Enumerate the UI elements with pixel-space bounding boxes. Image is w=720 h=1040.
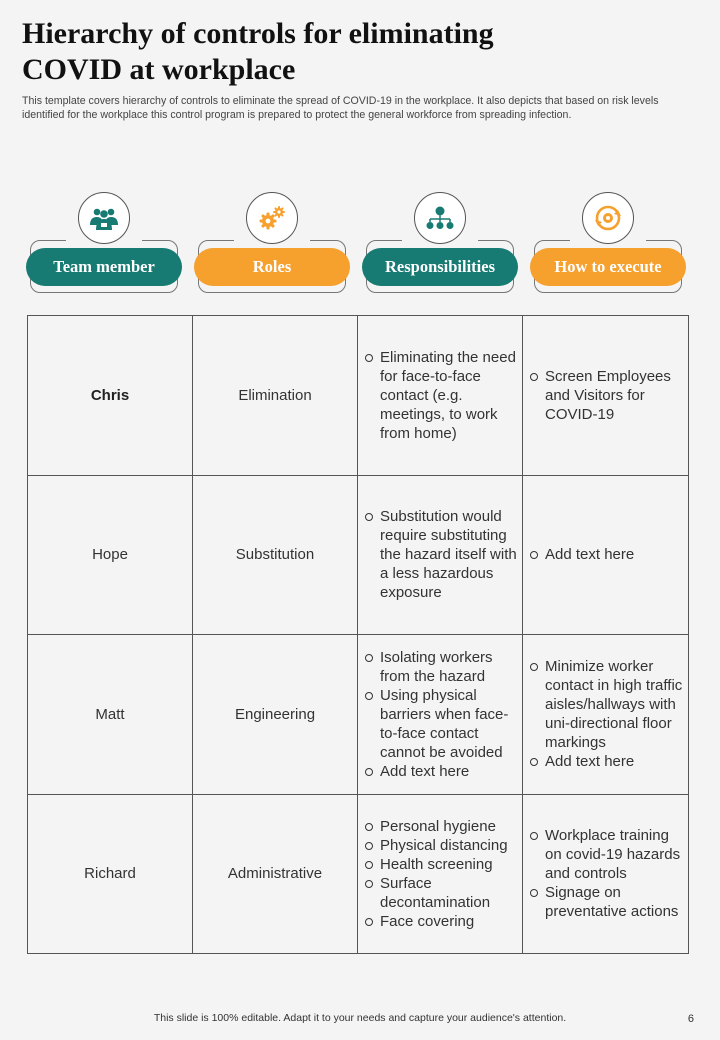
role-cell: Elimination [193, 316, 358, 476]
team-icon [78, 192, 130, 244]
responsibilities-cell [358, 316, 523, 476]
list-item: Physical distancing [364, 836, 518, 855]
footer-text: This slide is 100% editable. Adapt it to your needs and capture your audience's attention. [153, 1012, 567, 1024]
list-item: Substitution would require substituting the hazard itself with a less hazardous exposure [364, 507, 518, 602]
controls-table [27, 315, 689, 954]
header-team-member [26, 192, 182, 296]
list-item: Eliminating the need for face-to-face contact (e.g. meetings, to work from home) [364, 348, 518, 443]
header-how-to-execute [530, 192, 686, 296]
role-cell: Administrative [193, 794, 358, 954]
column-headers [26, 192, 688, 296]
gears-icon [246, 192, 298, 244]
table-row [28, 475, 689, 635]
list-item: Isolating workers from the hazard [364, 648, 518, 686]
list-item: Using physical barriers when face-to-face contact cannot be avoided [364, 686, 518, 762]
page-title: Hierarchy of controls for eliminating COVID at workplace [22, 17, 494, 86]
header-pill-how-to-execute: How to execute [530, 248, 686, 286]
list-item: Personal hygiene [364, 817, 518, 836]
team-member-cell: Chris [28, 316, 193, 476]
header-responsibilities [362, 192, 518, 296]
team-member-cell: Richard [28, 794, 193, 954]
list-item: Face covering [364, 912, 518, 931]
cycle-icon [582, 192, 634, 244]
page-number: 6 [687, 1013, 694, 1025]
execute-cell [523, 635, 689, 795]
list-item: Minimize worker contact in high traffic aisles/hallways with uni-directional floor markings [529, 657, 684, 752]
team-member-cell: Hope [28, 475, 193, 635]
header-pill-team-member: Team member [26, 248, 182, 286]
header-pill-responsibilities: Responsibilities [362, 248, 518, 286]
role-cell: Substitution [193, 475, 358, 635]
responsibilities-cell [358, 794, 523, 954]
table-row [28, 316, 689, 476]
responsibilities-cell [358, 635, 523, 795]
list-item: Add text here [529, 545, 684, 564]
header-pill-roles: Roles [194, 248, 350, 286]
list-item: Add text here [529, 752, 684, 771]
role-cell: Engineering [193, 635, 358, 795]
table-row [28, 794, 689, 954]
list-item: Signage on preventative actions [529, 883, 684, 921]
header-roles [194, 192, 350, 296]
list-item: Surface decontamination [364, 874, 518, 912]
team-member-cell: Matt [28, 635, 193, 795]
responsibilities-cell [358, 475, 523, 635]
table-row [28, 635, 689, 795]
list-item: Health screening [364, 855, 518, 874]
execute-cell [523, 794, 689, 954]
execute-cell [523, 316, 689, 476]
execute-cell [523, 475, 689, 635]
hierarchy-icon [414, 192, 466, 244]
list-item: Workplace training on covid-19 hazards and controls [529, 826, 684, 883]
page-subtitle: This template covers hierarchy of controls to eliminate the spread of COVID-19 in the workplace. It also depicts that based on risk levels identified for the workplace this control program is prepared to protect the general workforce from spreading infection. [22, 95, 659, 121]
list-item: Screen Employees and Visitors for COVID-19 [529, 367, 684, 424]
list-item: Add text here [364, 762, 518, 781]
